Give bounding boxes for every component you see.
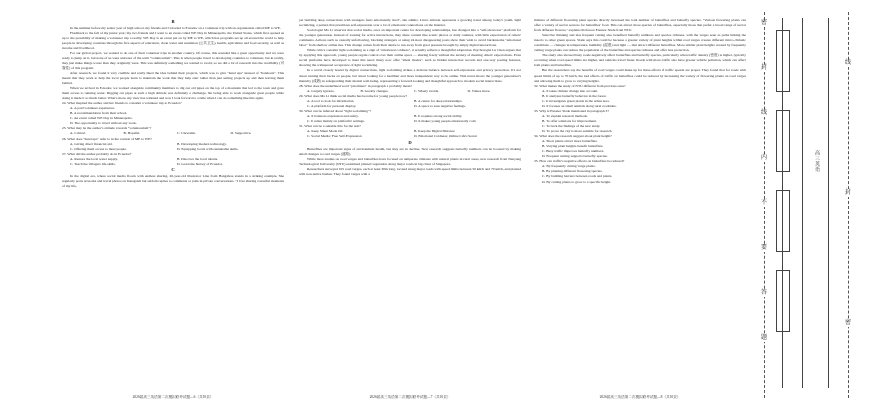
- paragraph: mixture of different flowering plant species directly increased the total number of butterflies and butterfly species. "Various flowering plants can offer a variety of nectar sources for butterflies' food. This can attract more species of butterflies, especially those that prefer a broad range of nectar from different flowers," explains Professor Eleanor Slade from NTU.: [534, 18, 746, 33]
- question-options: [534, 114, 746, 134]
- question-stem: 24. What inspired the author and her friends to consider a volunteer trip to Ecuador?: [62, 101, 182, 106]
- section-b-title: B: [171, 18, 175, 24]
- option: D. Emotional Coldness; Online Life's Secret: [414, 134, 478, 139]
- option: D. Supportive.: [230, 131, 252, 136]
- question-options: [299, 99, 521, 109]
- column-middle: [299, 18, 521, 389]
- option: B. A recommendation from their school.: [70, 111, 128, 116]
- option: B. Keep the Digital Distance: [414, 129, 455, 134]
- question-options: [534, 164, 746, 184]
- paragraph: While critics consider light socializing as a sign of "emotional coldness", it actually reflects a thoughtful adaptation. Psychologist Lu Chen argues that by applying this approach, young people regain control over their online space — sharing freely without the anxiety of meeting others' expectations. Even social platforms have developed to meet this need; many now offer "silent modes", such as hidden interaction records and one-way posting features, showing the widespread acceptance of light socializing.: [299, 48, 521, 68]
- option: C. A platform for personal display.: [307, 103, 357, 108]
- option: A. A paid volunteer experience.: [70, 106, 115, 111]
- info-box: [776, 270, 790, 332]
- option: A. By frequently cutting verge plants.: [542, 164, 596, 169]
- question-options: [62, 142, 284, 152]
- seal-char: 封: [844, 190, 851, 196]
- question-stem: 26. What does "hand ups" refer to in the context of ME to WE?: [62, 136, 152, 141]
- seal-char: 线: [844, 60, 851, 66]
- option: C. It investigates green plants in the urban area.: [542, 98, 610, 103]
- seal-char: 不: [760, 200, 767, 206]
- question-stem: 33. Why is Eleanor Slade mentioned in paragraph 3?: [534, 108, 609, 113]
- paragraph: For our global project, we wanted to do one of their volunteer trips in another country. Of course, this sounded like a great opportunity and we were ready to jump on it, but none of us were unaware of the term "voluntourism". This is when people travel to developing countries to volunteer, but in reality, they just make things worse than they originally were. This was definitely something we wanted to avoid, so we did a lot of research into the credibility (可靠性) of this program.: [62, 50, 284, 70]
- paragraph: But the researchers say the benefits of road verges could make up for these effects if traffic speeds are proper. They found that for roads with speed limits of up to 70 km/h, the bad effects of traffic on butterflies could be reduced by increasing the variety of flowering plants on road verges and allowing them to grow to varying heights.: [534, 68, 746, 83]
- question-options: [62, 106, 284, 126]
- option: B. Varying plant heights benefit butterflies.: [542, 144, 604, 149]
- paragraph: Flashback to the fall of my junior year; my two friends and I went to an event called WE Day in Minneapolis, the United States, which first opened us up to the possibility of making a volunteer trip a reality. WE Day is an event put on by ME to WE, which has programs set up all around the world to help people in developing countries through the five aspects of education, clean water and sanitation (公共卫生), health, agriculture and food security, as well as income and livelihood.: [62, 30, 284, 50]
- question-options: [62, 157, 284, 167]
- option: D. By cutting plants to grow to a specific height.: [542, 179, 612, 184]
- question-options: [534, 139, 746, 159]
- seal-line-dashed: [848, 12, 849, 398]
- option: D. Equipping locals with sustainable skills.: [177, 146, 239, 151]
- seal-char: 要: [760, 245, 767, 251]
- paragraph: After research, we found it very credible and really liked the idea behind their projects, which was to give "hand ups" instead of "handouts". This meant that they work to help the local people learn to maintain the work that they help start rather than just setting projects up and then leaving them behind.: [62, 70, 284, 86]
- question-stem: 30. What can be inferred about "light socializing"?: [299, 108, 371, 113]
- option: C. An event called WE Day in Minneapolis.: [70, 116, 133, 121]
- seal-char: 线: [760, 110, 767, 116]
- option: D. The opportunity to travel without any work.: [70, 121, 137, 126]
- question-stem: 25. What may be the author's attitude towards "voluntourism"?: [62, 126, 152, 131]
- option: C. Teach the villagers life skills.: [70, 161, 116, 166]
- option: A. It balances expression and safety.: [307, 113, 359, 118]
- paragraph: yet building deep connections with strangers feels emotionally tired", she admits. Lina's attitude represents a growing trend among today's youth, light socializing, a pattern that prioritizes self-expression over a lot of emotional connections on the Internet.: [299, 18, 521, 28]
- paragraph: In the summer before my senior year of high school, my friends and I traveled to Ecuador on a volunteer trip with an organization called ME to WE.: [70, 25, 281, 30]
- question-stem: 31. What can be a suitable title for the text?: [299, 123, 361, 128]
- option: D. It makes young people emotionally cold.: [414, 118, 477, 123]
- option: C. By building barriers between roads and plants.: [542, 174, 613, 179]
- option: B. To offer solutions for improvement.: [542, 118, 597, 123]
- info-box: [776, 30, 790, 92]
- column-left: [62, 18, 284, 389]
- option: B. It analyzes butterfly behavior in the forest.: [542, 93, 607, 98]
- seal-char: 封: [760, 65, 767, 71]
- option: D. Frequent cutting supports butterfly species.: [542, 154, 608, 159]
- page-footer: 2026届高三英语第二次模拟联考试题—8（共10页）: [599, 395, 681, 399]
- option: D. It focuses on small animals along rural roadsides.: [542, 103, 617, 108]
- question-options: [534, 89, 746, 109]
- option: B. Hopeful.: [123, 131, 141, 136]
- paragraph: While most studies on road verges and butterflies have focused on temperate climates with natural plants in rural areas, new research from Nanyang Technological University (NTU) examined planted vegetation along major roads in big cities of Singapore.: [299, 156, 521, 166]
- question-stem: 34. What does the research suggest about plant height?: [534, 134, 612, 139]
- question-options: [299, 129, 521, 139]
- seal-char: 答: [760, 290, 767, 296]
- seal-char: 题: [760, 335, 767, 341]
- binding-strip: [750, 0, 870, 409]
- option: A. Short plants attract more butterflies.: [542, 139, 598, 144]
- paragraph: Researchers surveyed 105 road verges, each at least 30m long, located along major roads with speed limits between 50 km/h and 70 km/h, and planted with non-native bushes. They found verges with a: [299, 166, 521, 176]
- option: A. To explain research methods.: [542, 113, 588, 118]
- question-options: [299, 114, 521, 124]
- option: D. To prove the city is more suitable for research.: [542, 129, 613, 134]
- paragraph: Selective thinning and less frequent cutting also benefited butterfly numbers and species richness, with the verges seen as paths linking the insects to other green spaces. Slade says this could be because a greater variety of plant heights within road verges creates different micro-climatic conditions — changes in temperature, humidity (湿度) and light — that attract different butterflies. More similar plant heights created by frequently cutting verge plants can reduce the population of the butterflies and species richness and offer less protection.: [534, 33, 746, 53]
- section-d-title: D: [408, 139, 412, 145]
- option: C. Wisely avoids.: [414, 88, 440, 93]
- question-stem: 32. What makes the study of NTU different from previous ones?: [534, 83, 626, 88]
- form-line: [828, 18, 829, 388]
- section-c-title: C: [171, 167, 175, 173]
- option: C. Uncertain.: [177, 131, 197, 136]
- paragraph: The study also showed busy roads negatively affect butterflies and butterfly species, particularly when traffic density (密度) is higher, typically occurring when road speed limits are higher, and vehicles travel faster. Roads with more traffic also have greater vehicle pollution, which can affect both plants and butterflies.: [534, 53, 746, 68]
- binding-vertical-label: 高三英语: [814, 150, 819, 172]
- option: C. Busy traffic improves butterfly numbers.: [542, 149, 605, 154]
- form-line: [802, 18, 803, 388]
- column-right: [534, 18, 746, 389]
- paragraph: Sociologist Ma Li observes that social media, once an important centre for developing relationships, has changed into a "self-showcase" platform for the younger generation. Instead of looking for active interactions, they share content like scenic photos or daily routines, with little expectation of others' comments. Actions such as casually unfollowing, blocking strangers or using 24-hour disappearing posts show their wish to avoid burdensome "emotional labor" from shallow online ties. This change comes from their desire to run away from great pressure brought by empty digital interactions.: [299, 28, 521, 48]
- option: C. To back the findings of the new study.: [542, 123, 601, 128]
- info-box: [776, 190, 790, 252]
- question-stem: 35. How can traffic's negative effects on butterflies be reduced?: [534, 159, 625, 164]
- question-stem: 28. What does the underlined word "prioritizes" in paragraph 1 probably mean?: [299, 83, 412, 88]
- option: B. By planting different flowering species.: [542, 169, 603, 174]
- option: C. It relies mainly on platforms' settings.: [307, 118, 365, 123]
- page-footer: 2026届高三英语第二次模拟联考试题—6（共10页）: [132, 395, 214, 399]
- question-stem: 29. What does Ma Li think social media has become for young people now?: [299, 93, 408, 98]
- option: B. It requires strong social ability.: [414, 113, 463, 118]
- option: B. Greatly changes.: [360, 88, 389, 93]
- option: C. Social Media; Free Self-Expression: [307, 134, 362, 139]
- option: A. Restore the local water supply.: [70, 156, 118, 161]
- seal-char: 内: [760, 155, 767, 161]
- paragraph: In the digital era, where social media floods with endless sharing, 26-year-old illustrator Lina from Hangzhou stands in a striking example. She regularly posts artworks and travel photos on Instagram but seldom replies to comments or joins in private conversations. "I love sharing colourful moments of my life,: [62, 174, 284, 189]
- paragraph: In a world closely bound by digital connections, light socializing strikes a delicate balance between self-expression and privacy protection. It's not about turning their backs on people, but about looking for a healthier and more independent way to be online. This trend shows the younger generation's maturity (成熟) in safeguarding their mental well-being, representing a forward-looking and thoughtful approach to modern social interactions.: [299, 68, 521, 83]
- question-options: [299, 89, 521, 94]
- option: A. Largely ignores.: [307, 88, 335, 93]
- option: A. Giving direct financial aid.: [70, 141, 113, 146]
- option: D. A space to ease negative feelings.: [414, 103, 466, 108]
- option: B. A center for deep relationships.: [414, 98, 463, 103]
- option: A. A tool to look for information.: [307, 98, 355, 103]
- option: A. Keep Silent Mode On: [307, 129, 343, 134]
- option: A. Critical.: [70, 131, 86, 136]
- seal-char: 密: [844, 320, 851, 326]
- option: C. Offering them access to meet people.: [70, 146, 127, 151]
- seal-char: 密: [760, 20, 767, 26]
- page-footer: 2026届高三英语第二次模拟联考试题—7（共10页）: [369, 395, 451, 399]
- info-box: [776, 110, 790, 172]
- option: B. Developing modern technology.: [177, 141, 227, 146]
- question-stem: 27. What did the author probably do in Ecuador?: [62, 151, 132, 156]
- option: D. Learn the history of Ecuador.: [177, 161, 223, 166]
- option: A. It takes climate change into account.: [542, 88, 599, 93]
- paragraph: Butterflies are important signs of environment health, but they are in decline. New research suggests butterfly numbers can be boosted by making small changes to road verges (道路).: [299, 146, 521, 156]
- option: D. Values more.: [467, 88, 491, 93]
- option: B. Discover the local talents.: [177, 156, 218, 161]
- question-options: [62, 131, 284, 136]
- paragraph: When we arrived in Ecuador, we worked alongside community members to dig out old pipes on the top of a mountain that led to the town and gave them access to running water. Digging out pipes at such a high altitude was definitely a challenge, but being able to work alongside great people while doing it made it so much better. What's more, my view has widened and now I look forward to a time when I can do something like this again.: [62, 86, 284, 101]
